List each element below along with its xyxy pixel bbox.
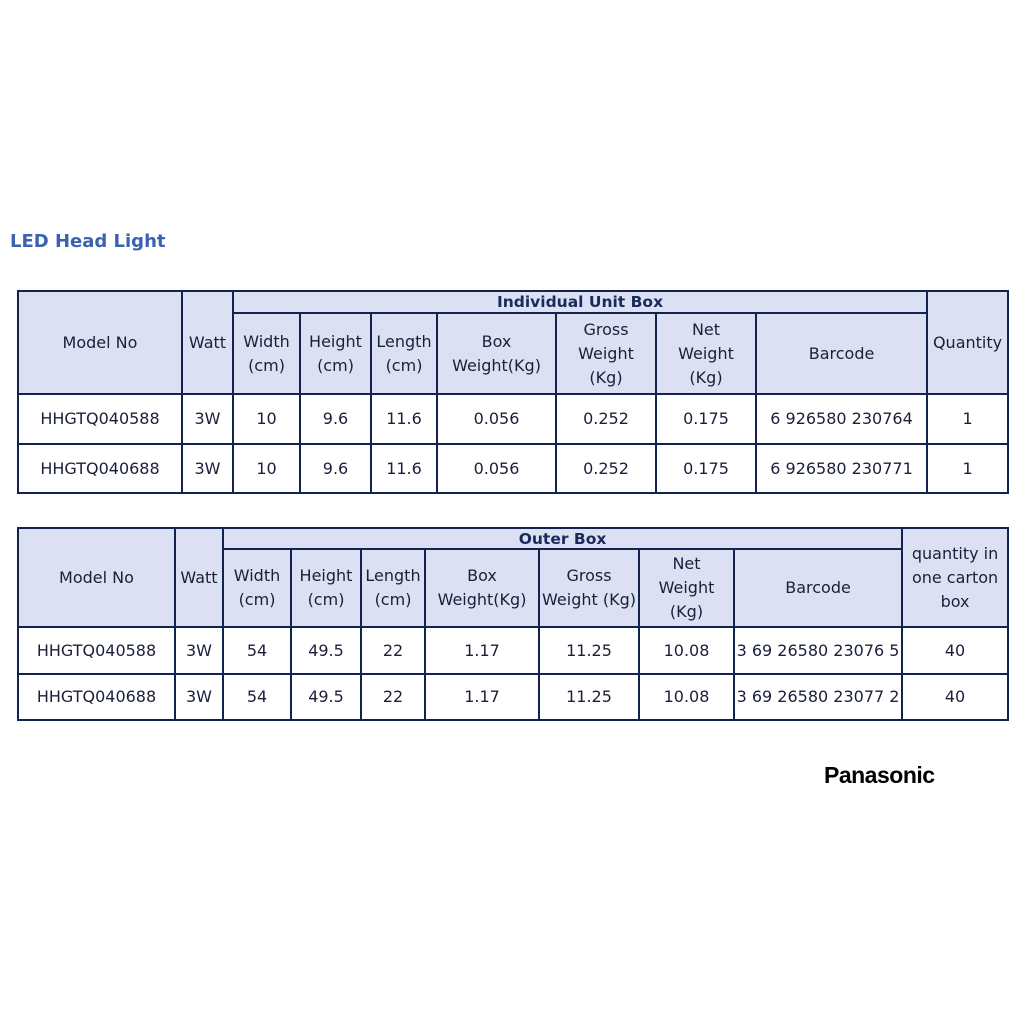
header-model-no: Model No bbox=[18, 291, 182, 394]
individual-unit-box-table bbox=[17, 290, 1009, 494]
header-length: Length (cm) bbox=[371, 313, 437, 394]
header-barcode: Barcode bbox=[734, 549, 902, 627]
header-gross-weight: Gross Weight (Kg) bbox=[539, 549, 639, 627]
cell-model: HHGTQ040588 bbox=[18, 394, 182, 444]
cell-barcode: 6 926580 230764 bbox=[756, 394, 927, 444]
cell-quantity: 1 bbox=[927, 394, 1008, 444]
header-quantity: Quantity bbox=[927, 291, 1008, 394]
cell-width: 54 bbox=[223, 674, 291, 720]
table-row bbox=[18, 394, 1008, 444]
cell-quantity: 1 bbox=[927, 444, 1008, 493]
header-height: Height (cm) bbox=[291, 549, 361, 627]
cell-height: 9.6 bbox=[300, 444, 371, 493]
header-width: Width (cm) bbox=[223, 549, 291, 627]
header-net-weight: Net Weight (Kg) bbox=[656, 313, 756, 394]
cell-gross-weight: 0.252 bbox=[556, 394, 656, 444]
cell-barcode: 6 926580 230771 bbox=[756, 444, 927, 493]
group-header-outer-box: Outer Box bbox=[223, 528, 902, 549]
cell-box-weight: 0.056 bbox=[437, 394, 556, 444]
cell-model: HHGTQ040688 bbox=[18, 674, 175, 720]
header-model-no: Model No bbox=[18, 528, 175, 627]
cell-net-weight: 0.175 bbox=[656, 444, 756, 493]
cell-quantity: 40 bbox=[902, 674, 1008, 720]
cell-model: HHGTQ040688 bbox=[18, 444, 182, 493]
cell-gross-weight: 0.252 bbox=[556, 444, 656, 493]
cell-model: HHGTQ040588 bbox=[18, 627, 175, 674]
header-barcode: Barcode bbox=[756, 313, 927, 394]
cell-watt: 3W bbox=[182, 444, 233, 493]
cell-width: 54 bbox=[223, 627, 291, 674]
outer-box-table bbox=[17, 527, 1009, 721]
cell-watt: 3W bbox=[175, 674, 223, 720]
group-header-individual-unit-box: Individual Unit Box bbox=[233, 291, 927, 313]
cell-net-weight: 10.08 bbox=[639, 674, 734, 720]
header-watt: Watt bbox=[182, 291, 233, 394]
cell-net-weight: 0.175 bbox=[656, 394, 756, 444]
header-quantity-in-carton: quantity in one carton box bbox=[902, 528, 1008, 627]
table-row bbox=[18, 627, 1008, 674]
header-watt: Watt bbox=[175, 528, 223, 627]
cell-length: 22 bbox=[361, 674, 425, 720]
cell-length: 11.6 bbox=[371, 394, 437, 444]
header-box-weight: Box Weight(Kg) bbox=[437, 313, 556, 394]
cell-quantity: 40 bbox=[902, 627, 1008, 674]
page-title: LED Head Light bbox=[10, 231, 166, 252]
cell-box-weight: 1.17 bbox=[425, 627, 539, 674]
cell-barcode: 3 69 26580 23077 2 bbox=[734, 674, 902, 720]
header-width: Width (cm) bbox=[233, 313, 300, 394]
header-height: Height (cm) bbox=[300, 313, 371, 394]
cell-box-weight: 0.056 bbox=[437, 444, 556, 493]
cell-watt: 3W bbox=[182, 394, 233, 444]
header-net-weight: Net Weight (Kg) bbox=[639, 549, 734, 627]
table-row bbox=[18, 674, 1008, 720]
cell-height: 49.5 bbox=[291, 674, 361, 720]
cell-box-weight: 1.17 bbox=[425, 674, 539, 720]
brand-logo: Panasonic bbox=[824, 762, 935, 788]
cell-width: 10 bbox=[233, 444, 300, 493]
cell-height: 49.5 bbox=[291, 627, 361, 674]
cell-gross-weight: 11.25 bbox=[539, 674, 639, 720]
table-row bbox=[18, 444, 1008, 493]
cell-net-weight: 10.08 bbox=[639, 627, 734, 674]
header-box-weight: Box Weight(Kg) bbox=[425, 549, 539, 627]
header-length: Length (cm) bbox=[361, 549, 425, 627]
cell-watt: 3W bbox=[175, 627, 223, 674]
cell-barcode: 3 69 26580 23076 5 bbox=[734, 627, 902, 674]
header-gross-weight: Gross Weight (Kg) bbox=[556, 313, 656, 394]
cell-length: 22 bbox=[361, 627, 425, 674]
cell-height: 9.6 bbox=[300, 394, 371, 444]
cell-gross-weight: 11.25 bbox=[539, 627, 639, 674]
cell-width: 10 bbox=[233, 394, 300, 444]
cell-length: 11.6 bbox=[371, 444, 437, 493]
